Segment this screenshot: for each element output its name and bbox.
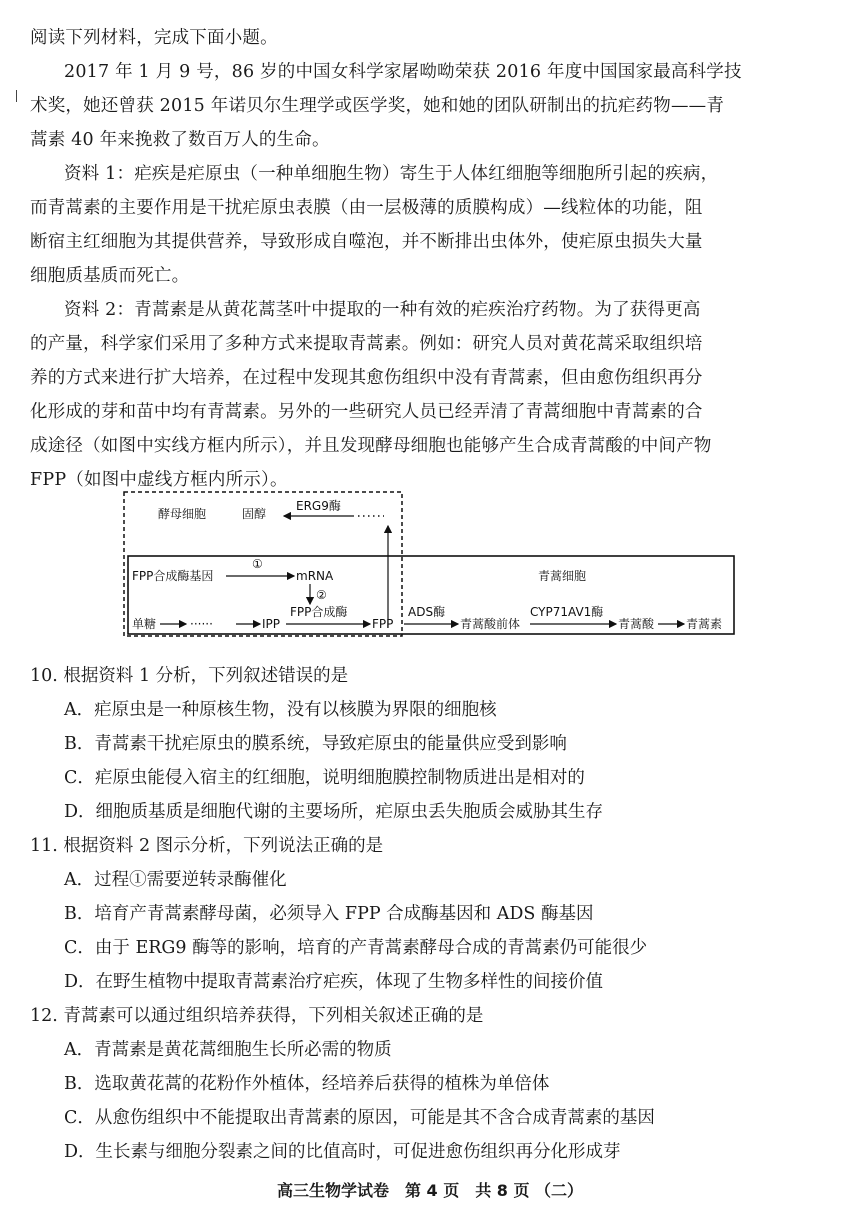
reading-instruction: 阅读下列材料，完成下面小题。	[30, 28, 278, 48]
question-10-option-b: B．青蒿素干扰疟原虫的膜系统，导致疟原虫的能量供应受到影响	[64, 734, 567, 754]
label-monosaccharide: 单糖	[132, 617, 157, 631]
material2-line: 养的方式来进行扩大培养，在过程中发现其愈伤组织中没有青蒿素，但由愈伤组织再分	[30, 368, 703, 388]
intro-paragraph-line: 术奖，她还曾获 2015 年诺贝尔生理学或医学奖，她和她的团队研制出的抗疟药物——青	[30, 96, 725, 116]
label-step-1: ①	[252, 557, 263, 571]
material1-line: 断宿主红细胞为其提供营养，导致形成自噬泡，并不断排出虫体外，使疟原虫损失大量	[30, 232, 703, 252]
question-12-option-b: B．选取黄花蒿的花粉作外植体，经培养后获得的植株为单倍体	[64, 1074, 550, 1094]
intro-paragraph-line: 2017 年 1 月 9 号，86 岁的中国女科学家屠呦呦荣获 2016 年度中国国家最高科学技	[64, 62, 742, 82]
material1-line: 资料 1：疟疾是疟原虫（一种单细胞生物）寄生于人体红细胞等细胞所引起的疾病，	[64, 164, 719, 184]
question-11-option-d: D．在野生植物中提取青蒿素治疗疟疾，体现了生物多样性的间接价值	[64, 972, 604, 992]
material1-line: 细胞质基质而死亡。	[30, 266, 190, 286]
label-fpp-synthase-gene: FPP合成酶基因	[132, 569, 214, 583]
label-sterol: 固醇	[242, 507, 267, 521]
label-ellipsis: ······	[190, 617, 213, 631]
question-10-stem: 10. 根据资料 1 分析，下列叙述错误的是	[30, 666, 349, 686]
question-12-stem: 12. 青蒿素可以通过组织培养获得，下列相关叙述正确的是	[30, 1006, 484, 1026]
label-fpp-synthase: FPP合成酶	[290, 605, 348, 619]
material2-line: 成途径（如图中实线方框内所示），并且发现酵母细胞也能够产生合成青蒿酸的中间产物	[30, 436, 712, 456]
material1-line: 而青蒿素的主要作用是干扰疟原虫表膜（由一层极薄的质膜构成）—线粒体的功能，阻	[30, 198, 703, 218]
material2-line: FPP（如图中虚线方框内所示）。	[30, 470, 288, 490]
question-11-option-a: A．过程①需要逆转录酶催化	[64, 870, 287, 890]
label-fpp: FPP	[372, 617, 394, 631]
label-step-2: ②	[316, 588, 327, 602]
margin-mark	[16, 90, 17, 102]
question-10-option-c: C．疟原虫能侵入宿主的红细胞，说明细胞膜控制物质进出是相对的	[64, 768, 585, 788]
label-artemisia-cell: 青蒿细胞	[538, 569, 587, 583]
question-12-option-d: D．生长素与细胞分裂素之间的比值高时，可促进愈伤组织再分化形成芽	[64, 1142, 621, 1162]
question-11-stem: 11. 根据资料 2 图示分析，下列说法正确的是	[30, 836, 384, 856]
label-artemisinin: 青蒿素	[686, 617, 723, 631]
question-10-option-a: A．疟原虫是一种原核生物，没有以核膜为界限的细胞核	[64, 700, 497, 720]
synthesis-pathway-diagram	[118, 488, 743, 640]
page-footer: 高三生物学试卷 第 4 页 共 8 页 （二）	[276, 1181, 584, 1200]
label-ipp: IPP	[262, 617, 281, 631]
label-cyp71av1-enzyme: CYP71AV1酶	[530, 605, 604, 619]
label-yeast-cell: 酵母细胞	[158, 507, 207, 521]
label-artemisinic-acid: 青蒿酸	[618, 617, 655, 631]
question-11-option-b: B．培育产青蒿素酵母菌，必须导入 FPP 合成酶基因和 ADS 酶基因	[64, 904, 594, 924]
material2-line: 资料 2：青蒿素是从黄花蒿茎叶中提取的一种有效的疟疾治疗药物。为了获得更高	[64, 300, 701, 320]
material2-line: 的产量，科学家们采用了多种方式来提取青蒿素。例如：研究人员对黄花蒿采取组织培	[30, 334, 703, 354]
label-erg9-enzyme: ERG9酶	[296, 499, 341, 513]
question-10-option-d: D．细胞质基质是细胞代谢的主要场所，疟原虫丢失胞质会威胁其生存	[64, 802, 604, 822]
label-ads-enzyme: ADS酶	[408, 605, 446, 619]
label-mrna: mRNA	[296, 569, 334, 583]
question-12-option-c: C．从愈伤组织中不能提取出青蒿素的原因，可能是其不含合成青蒿素的基因	[64, 1108, 655, 1128]
question-11-option-c: C．由于 ERG9 酶等的影响，培育的产青蒿素酵母合成的青蒿素仍可能很少	[64, 938, 648, 958]
label-artemisinic-precursor: 青蒿酸前体	[460, 617, 521, 631]
intro-paragraph-line: 蒿素 40 年来挽救了数百万人的生命。	[30, 130, 330, 150]
question-12-option-a: A．青蒿素是黄花蒿细胞生长所必需的物质	[64, 1040, 392, 1060]
material2-line: 化形成的芽和苗中均有青蒿素。另外的一些研究人员已经弄清了青蒿细胞中青蒿素的合	[30, 402, 703, 422]
